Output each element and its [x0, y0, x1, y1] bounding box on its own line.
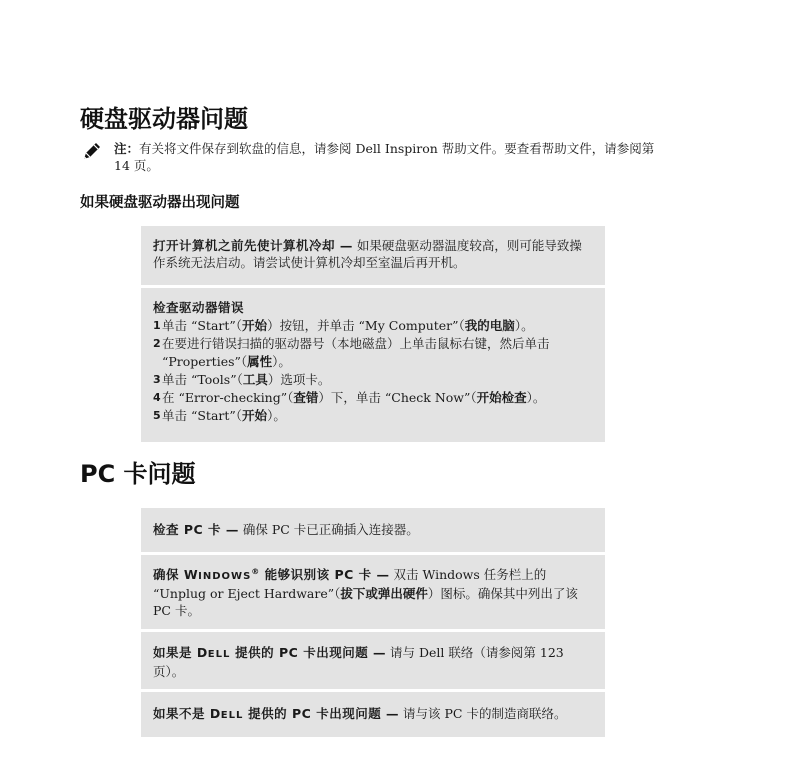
- panel-lead: 如果不是 DELL 提供的 PC 卡出现问题 —: [153, 706, 400, 721]
- step-text: ）。: [272, 354, 291, 369]
- step-text: ）按钮，并单击 “My Computer”（: [267, 318, 465, 333]
- panel-text: 确保 PC 卡已正确插入连接器。: [238, 522, 419, 537]
- step-text-bold: 开始: [242, 318, 268, 333]
- subsection-title: 如果硬盘驱动器出现问题: [80, 195, 240, 211]
- step-text: 单击 “Start”（: [162, 318, 243, 333]
- note-label: 注：: [114, 141, 140, 156]
- panel-lead: 确保 WINDOWS® 能够识别该 PC 卡 —: [153, 566, 390, 582]
- step-number: 4: [153, 391, 161, 404]
- panel-lead: 检查驱动器错误: [153, 300, 245, 315]
- note-text: 有关将文件保存到软盘的信息，请参阅 Dell Inspiron 帮助文件。要查看帮助文件，请参阅第 14 页。: [114, 141, 655, 173]
- step-text: 单击 “Tools”（: [162, 372, 243, 387]
- list-item: [153, 335, 593, 371]
- step-text: 在要进行错误扫描的驱动器号（本地磁盘）上单击鼠标右键，然后单击 “Properties”（: [162, 336, 550, 369]
- step-text-bold: 开始检查: [476, 390, 527, 405]
- panel-text: 双击 Windows 任务栏上的 “Unplug or Eject Hardware”（拔下或弹出硬件）图标。确保其中列出了该 PC 卡。: [153, 567, 578, 618]
- panel-text: 请与 Dell 联络（请参阅第 123 页）。: [153, 645, 564, 679]
- list-item: [153, 371, 593, 389]
- step-text: 单击 “Start”（: [162, 408, 243, 423]
- panel-windows-recognize: [141, 555, 605, 629]
- step-text: 在 “Error-checking”（: [162, 390, 294, 405]
- panel-lead: 打开计算机之前先使计算机冷却 —: [153, 238, 353, 253]
- step-text-bold: 开始: [242, 408, 268, 423]
- step-text: ）。: [267, 408, 286, 423]
- step-text-bold: 工具: [242, 372, 268, 387]
- section-title-hard-drive: 硬盘驱动器问题: [80, 105, 248, 133]
- panel-non-dell-card: [141, 692, 605, 737]
- step-number: 1: [153, 319, 161, 332]
- step-number: 5: [153, 409, 161, 422]
- panel-check-pc-card: [141, 508, 605, 552]
- step-text-bold: 查错: [293, 390, 319, 405]
- step-text: ）选项卡。: [267, 372, 331, 387]
- panel-text: 如果硬盘驱动器温度较高，则可能导致操作系统无法启动。请尝试使计算机冷却至室温后再开机。: [153, 238, 582, 270]
- note-block: [80, 140, 670, 174]
- step-text: ）下，单击 “Check Now”（: [318, 390, 477, 405]
- panel-check-drive: [141, 288, 605, 442]
- step-text: ）。: [514, 318, 534, 333]
- panel-lead: 如果是 DELL 提供的 PC 卡出现问题 —: [153, 645, 387, 660]
- section-title-pc-card: PC 卡问题: [80, 460, 196, 488]
- panel-cool-down: [141, 226, 605, 285]
- list-item: [153, 389, 593, 407]
- panel-dell-card: [141, 632, 605, 689]
- list-item: [153, 407, 593, 425]
- step-number: 3: [153, 373, 161, 386]
- step-text-bold: 我的电脑: [464, 318, 515, 333]
- step-text: ）。: [526, 390, 546, 405]
- step-number: 2: [153, 337, 161, 350]
- panel-text: 请与该 PC 卡的制造商联络。: [399, 706, 567, 721]
- step-text-bold: 属性: [247, 354, 273, 369]
- pencil-note-icon: [82, 141, 102, 161]
- panel-lead: 检查 PC 卡 —: [153, 522, 239, 537]
- list-item: [153, 317, 593, 335]
